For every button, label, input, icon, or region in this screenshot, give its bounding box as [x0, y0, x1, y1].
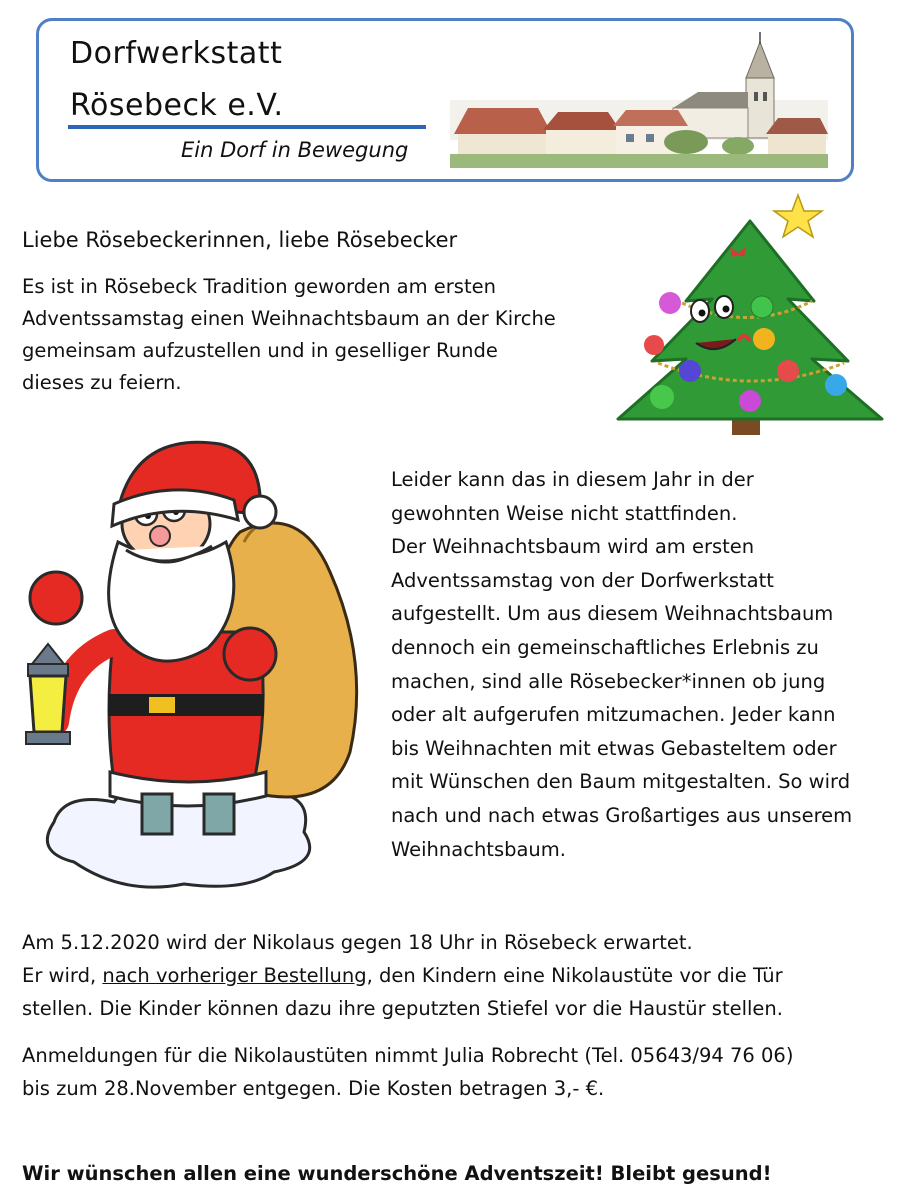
intro-line: Adventssamstag einen Weihnachtsbaum an der Kirche: [22, 307, 556, 330]
slogan: Ein Dorf in Bewegung: [181, 138, 409, 162]
intro-line: Es ist in Rösebeck Tradition geworden am ersten: [22, 275, 496, 298]
header-divider: [68, 125, 426, 129]
nikolaus-line-3: stellen. Die Kinder können dazu ihre geputzten Stiefel vor die Haustür stellen.: [22, 997, 783, 1020]
intro-line: dieses zu feiern.: [22, 371, 182, 394]
nikolaus-line-2-start: Er wird,: [22, 964, 103, 987]
nikolaus-line-2: [22, 959, 783, 992]
registration-line-2: bis zum 28.November entgegen. Die Kosten betragen 3,- €.: [22, 1077, 605, 1100]
closing-wish: Wir wünschen allen eine wunderschöne Adventszeit! Bleibt gesund!: [22, 1162, 772, 1185]
tree-paragraph-line: Leider kann das in diesem Jahr in der: [391, 468, 754, 491]
tree-paragraph-line: dennoch ein gemeinschaftliches Erlebnis zu: [391, 635, 819, 659]
registration-line-1: Anmeldungen für die Nikolaustüten nimmt Julia Robrecht (Tel. 05643/94 76 06): [22, 1044, 794, 1067]
christmas-tree-paragraph: [391, 463, 852, 866]
registration-paragraph: [22, 1039, 793, 1105]
tree-paragraph-line: machen, sind alle Rösebecker*innen ob jung: [391, 669, 826, 693]
tree-paragraph-line: oder alt aufgerufen mitzumachen. Jeder kann: [391, 703, 836, 727]
tree-paragraph-line: bis Weihnachten mit etwas Gebasteltem oder: [391, 736, 837, 760]
tree-paragraph-line: nach und nach etwas Großartiges aus unserem: [391, 803, 853, 827]
nikolaus-line-2-end: , den Kindern eine Nikolaustüte vor die Tür: [366, 964, 783, 987]
tree-paragraph-line: Weihnachtsbaum.: [391, 837, 566, 861]
intro-line: gemeinsam aufzustellen und in geselliger Runde: [22, 339, 498, 362]
christmas-tree-illustration: [612, 193, 888, 445]
org-name-line-2: Rösebeck e.V.: [70, 88, 284, 123]
nikolaus-line-1: Am 5.12.2020 wird der Nikolaus gegen 18 Uhr in Rösebeck erwartet.: [22, 931, 693, 954]
santa-claus-illustration: [14, 432, 382, 912]
tree-paragraph-line: mit Wünschen den Baum mitgestalten. So wird: [391, 770, 851, 794]
order-note-underlined: nach vorheriger Bestellung: [102, 964, 367, 987]
village-illustration: [448, 30, 830, 170]
org-name-line-1: Dorfwerkstatt: [70, 36, 283, 71]
nikolaus-paragraph: [22, 926, 783, 1025]
greeting: Liebe Rösebeckerinnen, liebe Rösebecker: [22, 228, 458, 252]
tree-paragraph-line: aufgestellt. Um aus diesem Weihnachtsbaum: [391, 602, 834, 626]
tree-paragraph-line: Adventssamstag von der Dorfwerkstatt: [391, 568, 774, 592]
tree-paragraph-line: gewohnten Weise nicht stattfinden.: [391, 501, 738, 525]
intro-paragraph: [22, 271, 556, 399]
tree-paragraph-line: Der Weihnachtsbaum wird am ersten: [391, 535, 755, 559]
